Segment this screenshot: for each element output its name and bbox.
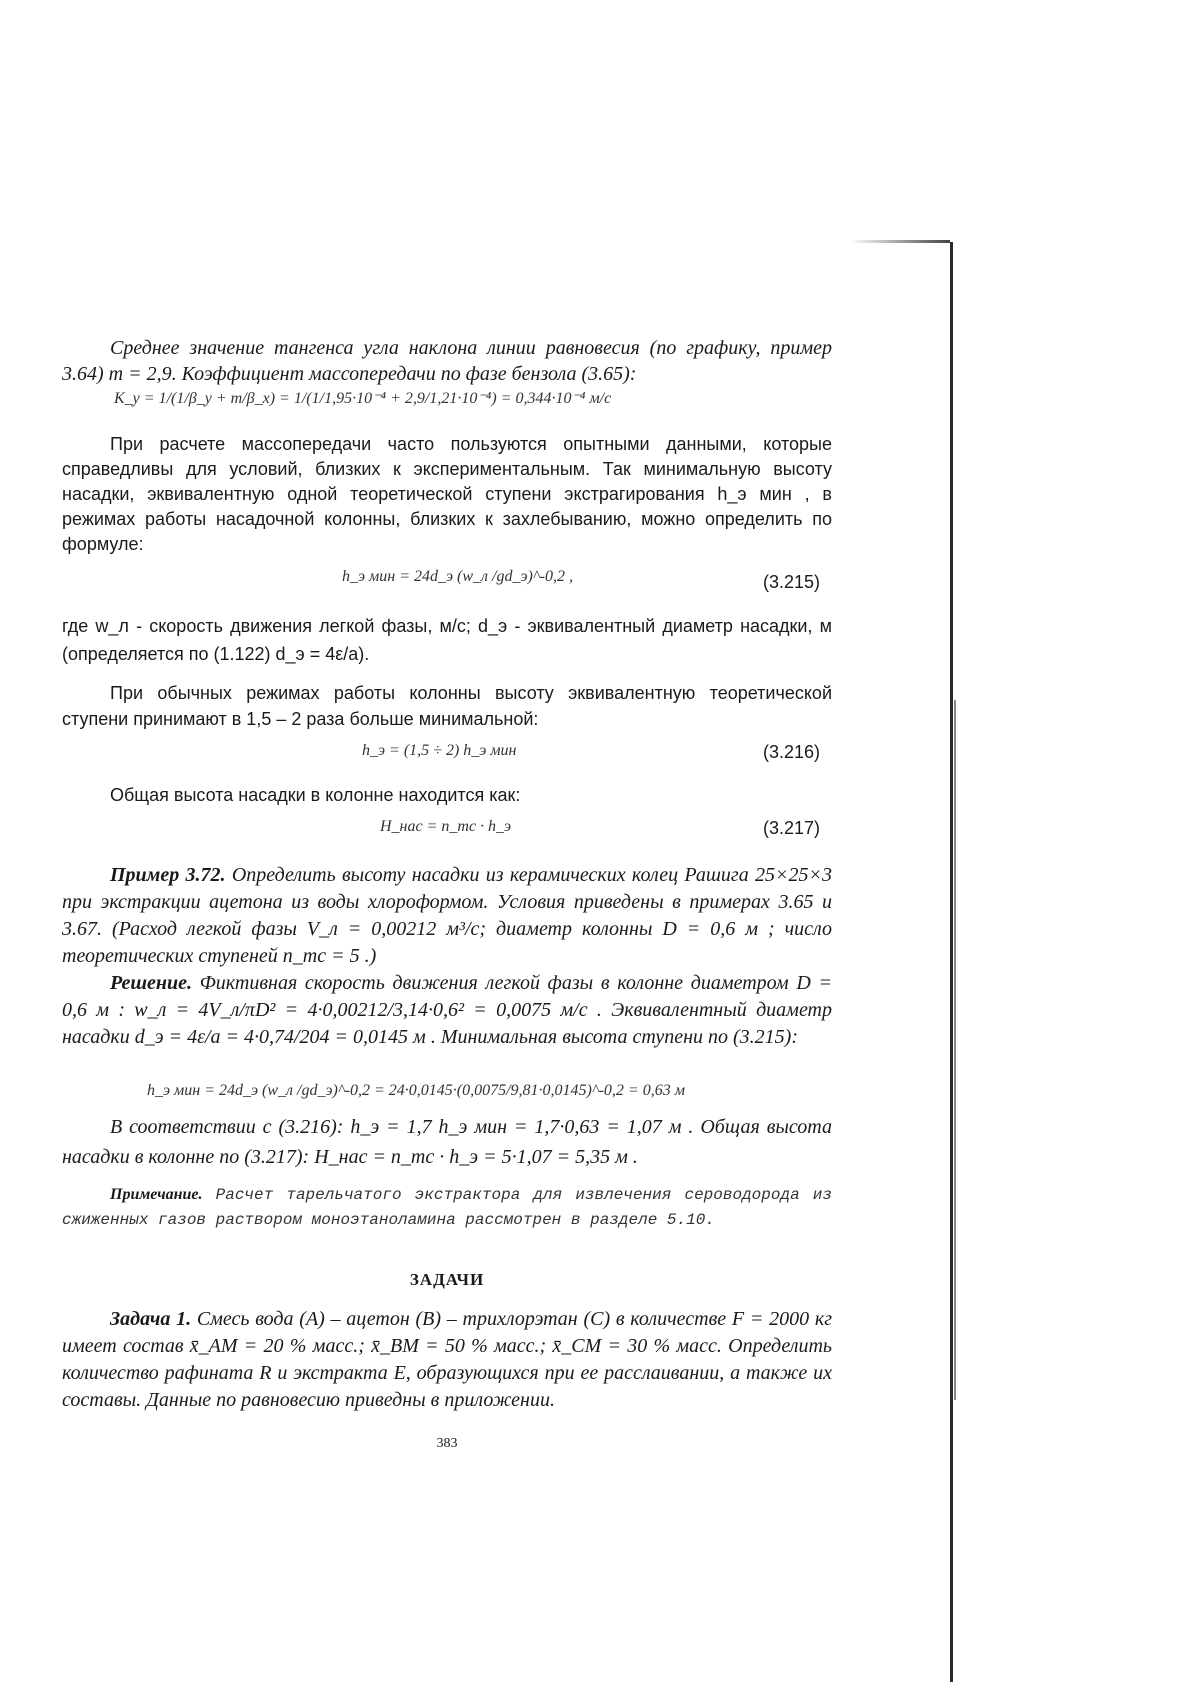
equation-3215: h_э мин = 24d_э (w_л /gd_э)^-0,2 ,	[342, 568, 573, 585]
equation-number-3215: (3.215)	[762, 572, 820, 592]
note-block	[62, 1182, 832, 1233]
scan-edge-shadow	[954, 700, 956, 1400]
example-text: Определить высоту насадки из керамических колец Рашига 25×25×3 при экстракции ацетона из воды хлороформом. Условия приведены в примерах 3.65 и 3.67. (Расход легкой фазы V_л = 0,00212 м³/с; диаметр колонны D = 0,6 м ; число теоретических ступеней n_тс = 5 .)	[62, 864, 833, 967]
note-label: Примечание.	[110, 1186, 203, 1203]
example-3-72	[62, 862, 832, 970]
paragraph-avg-tangent: Среднее значение тангенса угла наклона линии равновесия (по графику, пример 3.64) m = 2,9. Коэффициент массопередачи по фазе бензола (3.65):	[62, 337, 832, 385]
paragraph-where: где w_л - скорость движения легкой фазы, м/с; d_э - эквивалентный диаметр насадки, м (определяется по (1.122) d_э = 4ε/a).	[62, 616, 832, 664]
task-text: Смесь вода (A) – ацетон (B) – трихлорэтан (C) в количестве F = 2000 кг имеет состав x̄_AM = 20 % масс.; x̄_BM = 50 % масс.; x̄_CM = 30 % масс. Определить количество рафината R и экстракта E, образующихся при ее расслаивании, а также их составы. Данные по равновесию приведны в приложении.	[62, 1308, 832, 1411]
page-number: 383	[436, 1436, 458, 1451]
equation-number-3216: (3.216)	[762, 742, 820, 762]
solution-conclusion: В соответствии с (3.216): h_э = 1,7 h_э мин = 1,7·0,63 = 1,07 м . Общая высота насадки в колонне по (3.217): H_нас = n_тс · h_э = 5·1,07 = 5,35 м .	[62, 1116, 832, 1168]
equation-3217: H_нас = n_тс · h_э	[380, 818, 512, 835]
solution-label: Решение.	[110, 972, 193, 994]
scan-edge-right	[950, 242, 953, 1682]
paragraph-mass-transfer: При расчете массопередачи часто пользуются опытными данными, которые справедливы для условий, близких к экспериментальным. Так минимальную высоту насадки, эквивалентную одной теоретической ступени экстрагирования h_э мин , в режимах работы насадочной колонны, близких к захлебыванию, можно определить по формуле:	[62, 434, 832, 554]
example-label: Пример 3.72.	[110, 864, 226, 886]
note-text: Расчет тарельчатого экстрактора для извлечения сероводорода из сжиженных газов раствором моноэтаноламина рассмотрен в разделе 5.10.	[62, 1186, 832, 1229]
scan-edge-top	[850, 240, 950, 243]
solution-formula: h_э мин = 24d_э (w_л /gd_э)^-0,2 = 24·0,0145·(0,0075/9,81·0,0145)^-0,2 = 0,63 м	[147, 1082, 685, 1099]
equation-3216: h_э = (1,5 ÷ 2) h_э мин	[362, 742, 517, 759]
paragraph-normal-modes: При обычных режимах работы колонны высоту эквивалентную теоретической ступени принимают в 1,5 – 2 раза больше минимальной:	[62, 683, 832, 729]
paragraph-total-height: Общая высота насадки в колонне находится как:	[110, 785, 521, 805]
equation-number-3217: (3.217)	[762, 818, 820, 838]
document-page	[62, 0, 832, 1684]
section-heading: ЗАДАЧИ	[409, 1270, 485, 1289]
solution-block	[62, 970, 832, 1051]
task-label: Задача 1.	[110, 1308, 192, 1330]
task-1	[62, 1306, 832, 1414]
solution-text: Фиктивная скорость движения легкой фазы в колонне диаметром D = 0,6 м : w_л = 4V_л/πD² = 4·0,00212/3,14·0,6² = 0,0075 м/с . Эквивалентный диаметр насадки d_э = 4ε/a = 4·0,74/204 = 0,0145 м . Минимальная высота ступени по (3.215):	[62, 972, 833, 1048]
formula-ky: K_y = 1/(1/β_y + m/β_x) = 1/(1/1,95·10⁻⁴ + 2,9/1,21·10⁻⁴) = 0,344·10⁻⁴ м/с	[114, 390, 612, 407]
